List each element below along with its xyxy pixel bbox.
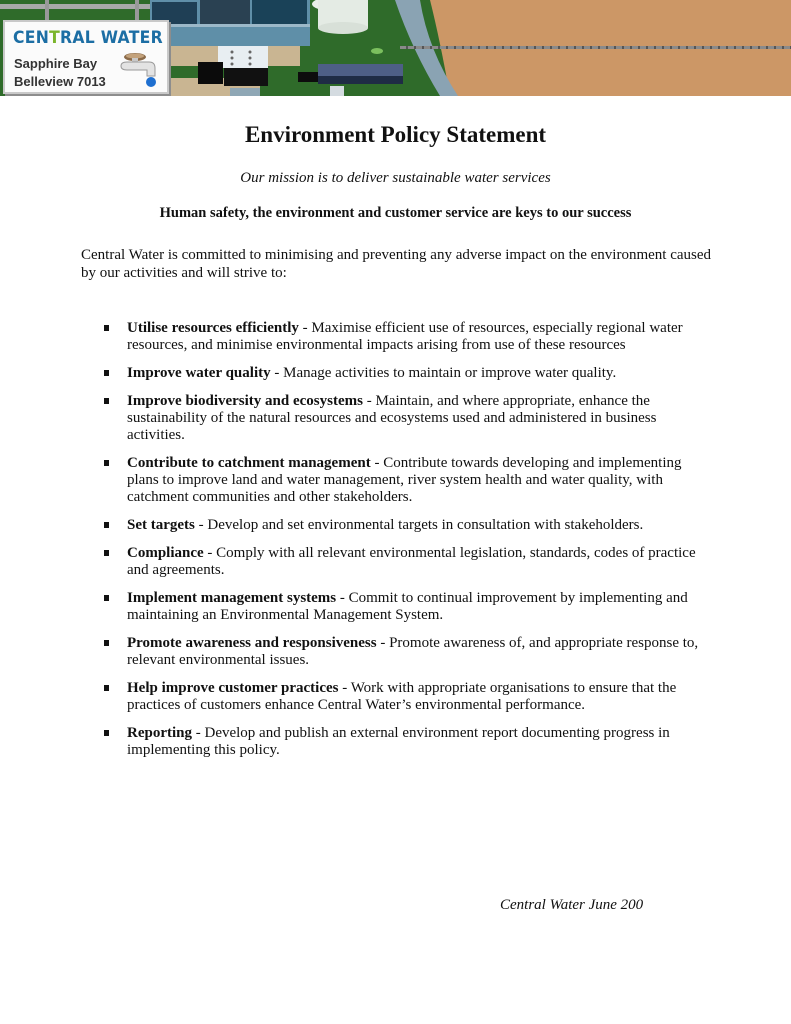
brand-name: CENTRAL WATER <box>13 28 163 48</box>
list-item <box>104 365 704 382</box>
square-bullet-icon <box>104 595 109 601</box>
item-title: Promote awareness and responsiveness <box>127 635 377 651</box>
list-item <box>104 455 704 506</box>
item-text: - Maintain, and where appropriate, enhance the sustainability of the natural resources and ecosystems used and administered in business activities. <box>127 393 657 443</box>
item-text: - Promote awareness of, and appropriate response to, relevant environmental issues. <box>127 635 699 668</box>
signoff: Central Water June 200 <box>500 897 644 913</box>
header-banner <box>0 0 791 96</box>
list-item <box>104 725 704 759</box>
item-text: - Develop and set environmental targets in consultation with stakeholders. <box>194 517 644 533</box>
item-title: Reporting <box>127 725 192 741</box>
tap-icon <box>117 50 161 90</box>
keys-statement: Human safety, the environment and customer service are keys to our success <box>159 205 632 221</box>
item-title: Contribute to catchment management <box>127 455 371 471</box>
item-title: Utilise resources efficiently <box>127 320 299 336</box>
square-bullet-icon <box>104 550 109 556</box>
item-text: - Develop and publish an external environment report documenting progress in implementing this policy. <box>127 725 670 758</box>
mission-statement: Our mission is to deliver sustainable water services <box>240 170 551 186</box>
list-item <box>104 393 704 444</box>
policy-list <box>104 320 704 770</box>
square-bullet-icon <box>104 685 109 691</box>
square-bullet-icon <box>104 398 109 404</box>
square-bullet-icon <box>104 640 109 646</box>
item-text: - Commit to continual improvement by implementing and maintaining an Environmental Management System. <box>127 590 688 623</box>
item-text: - Work with appropriate organisations to ensure that the practices of customers enhance Central Water’s environmental performance. <box>127 680 677 713</box>
list-item <box>104 635 704 669</box>
square-bullet-icon <box>104 370 109 376</box>
item-title: Set targets <box>127 517 195 533</box>
item-title: Implement management systems <box>127 590 337 606</box>
item-title: Improve water quality <box>127 365 271 381</box>
intro-paragraph: Central Water is committed to minimising and preventing any adverse impact on the environment caused by our activities and will strive to: <box>81 247 712 281</box>
item-text: - Manage activities to maintain or improve water quality. <box>270 365 617 381</box>
square-bullet-icon <box>104 460 109 466</box>
square-bullet-icon <box>104 730 109 736</box>
list-item <box>104 545 704 579</box>
list-item <box>104 320 704 354</box>
address-line-1: Sapphire Bay <box>14 56 98 71</box>
square-bullet-icon <box>104 325 109 331</box>
square-bullet-icon <box>104 522 109 528</box>
item-title: Improve biodiversity and ecosystems <box>127 393 363 409</box>
item-text: - Maximise efficient use of resources, especially regional water resources, and minimise environmental impacts arising from use of these resources <box>127 320 683 353</box>
list-item <box>104 517 704 534</box>
company-logo[interactable] <box>3 20 169 94</box>
item-text: - Contribute towards developing and implementing plans to improve land and water management, river system health and water quality, with catchment communities and other stakeholders. <box>127 455 682 505</box>
item-title: Compliance <box>127 545 204 561</box>
list-item <box>104 590 704 624</box>
address-line-2: Belleview 7013 <box>14 74 106 89</box>
page-title: Environment Policy Statement <box>244 122 547 147</box>
item-text: - Comply with all relevant environmental legislation, standards, codes of practice and agreements. <box>127 545 696 578</box>
list-item <box>104 680 704 714</box>
item-title: Help improve customer practices <box>127 680 339 696</box>
pipeline <box>400 46 791 49</box>
